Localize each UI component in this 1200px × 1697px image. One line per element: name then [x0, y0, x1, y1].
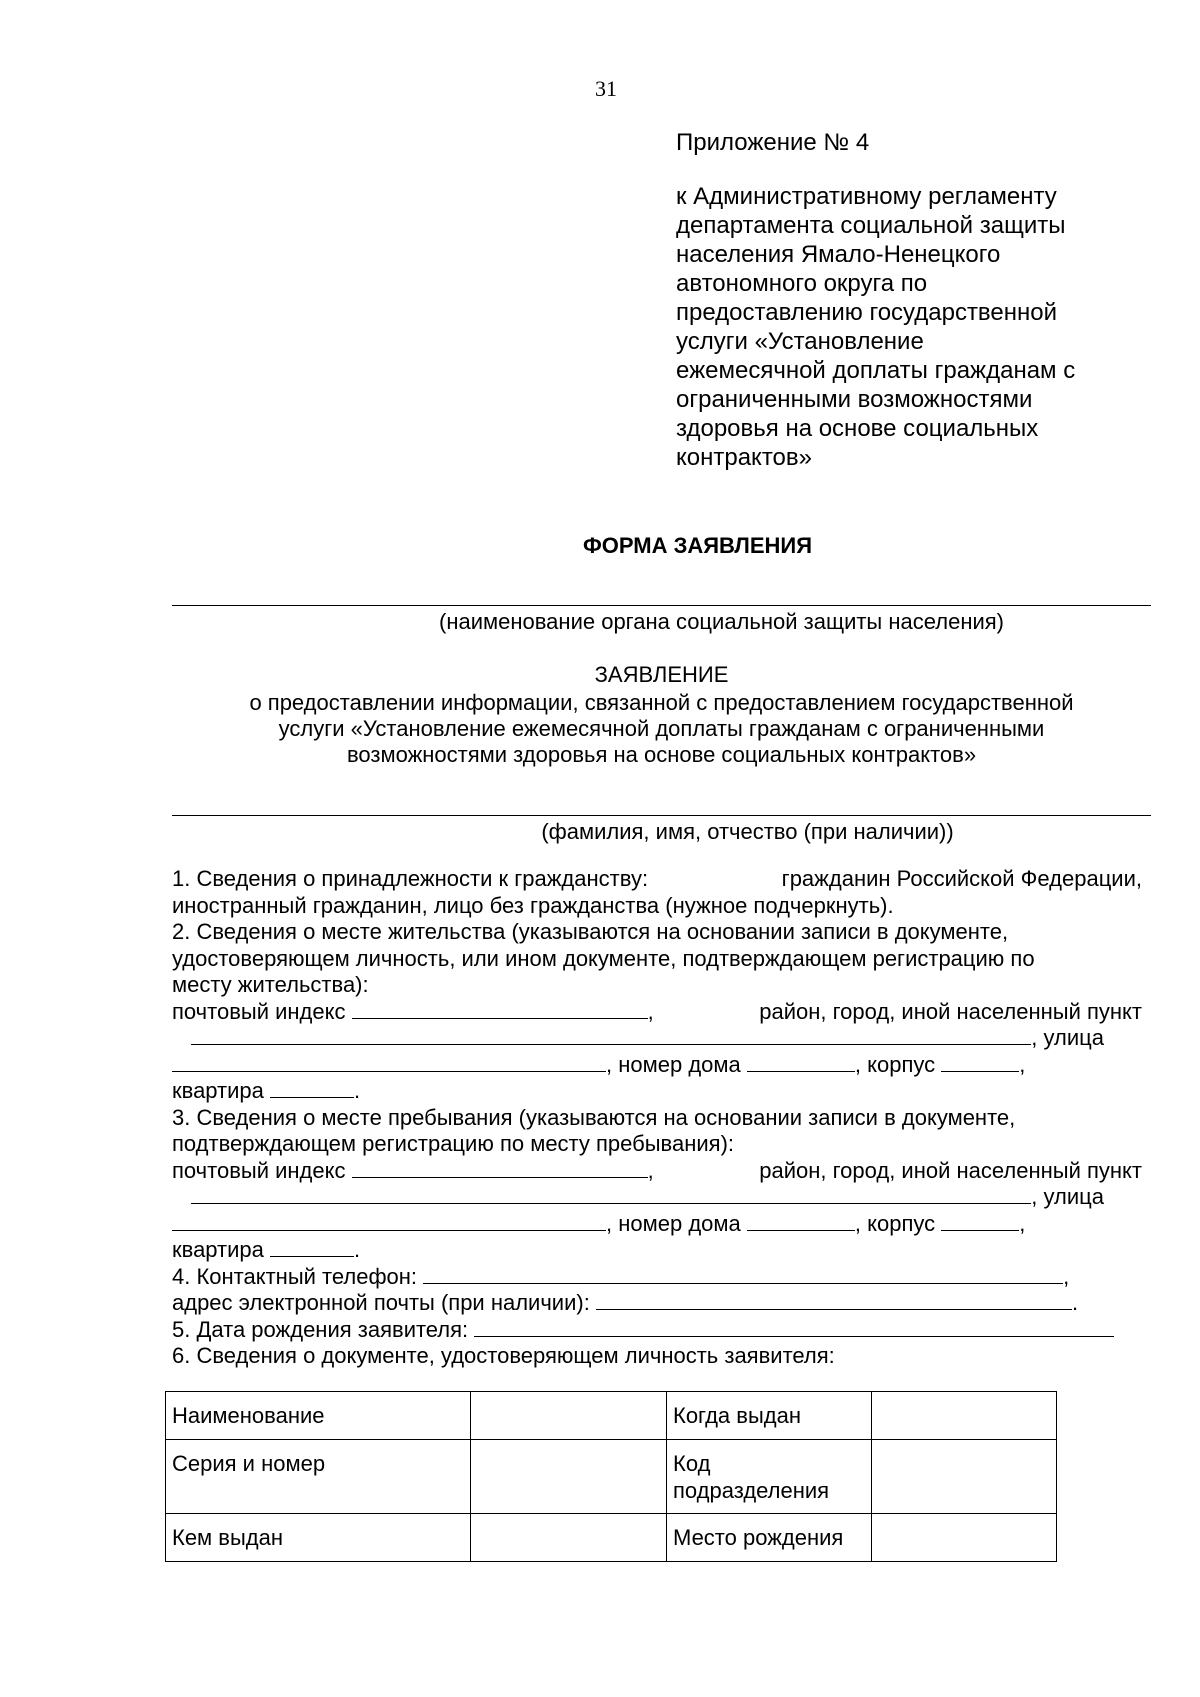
building-label: , корпус	[854, 1051, 936, 1077]
phone-row	[172, 1264, 1142, 1291]
comma: ,	[647, 1157, 654, 1183]
stay-postal-input[interactable]	[352, 1159, 648, 1178]
statement-line: услуги «Установление ежемесячной доплаты гражданам с ограниченными	[278, 716, 1045, 741]
form-body	[172, 866, 1142, 1370]
table-input-cell[interactable]	[872, 1392, 1057, 1440]
residence-postal-field	[172, 999, 654, 1026]
residence-apartment-input[interactable]	[270, 1079, 354, 1098]
appendix-word: возможностями	[857, 386, 1033, 413]
email-input[interactable]	[596, 1291, 1072, 1310]
appendix-line	[676, 414, 1126, 443]
residence-postal-input[interactable]	[352, 1000, 648, 1019]
stay-apartment-input[interactable]	[270, 1238, 354, 1257]
name-caption: (фамилия, имя, отчество (при наличии))	[541, 819, 954, 844]
street-label: , улица	[1031, 1025, 1104, 1050]
comma: ,	[1019, 1210, 1026, 1236]
birthdate-label: 5. Дата рождения заявителя:	[172, 1316, 469, 1342]
phone-label: 4. Контактный телефон:	[172, 1263, 418, 1289]
statement-line: о предоставлении информации, связанной с предоставлением государственной	[249, 690, 1074, 715]
period: .	[354, 1237, 361, 1262]
table-label-cell: Серия и номер	[166, 1440, 471, 1514]
stay-locality-input[interactable]	[191, 1185, 1031, 1204]
table-row	[166, 1440, 1057, 1514]
residence-house-input[interactable]	[747, 1053, 855, 1072]
table-row	[166, 1392, 1057, 1440]
table-label-cell: Когда выдан	[667, 1392, 872, 1440]
item-2-line: месту жительства):	[172, 972, 369, 997]
table-label-cell: Кем выдан	[166, 1514, 471, 1562]
birthdate-row	[172, 1317, 1142, 1344]
table-label-cell: Место рождения	[667, 1514, 872, 1562]
table-input-cell[interactable]	[471, 1440, 667, 1514]
appendix-title: Приложение № 4	[676, 129, 870, 156]
form-title: ФОРМА ЗАЯВЛЕНИЯ	[582, 533, 813, 558]
comma: ,	[647, 998, 654, 1024]
item-2-line: 2. Сведения о месте жительства (указываются на основании записи в документе,	[172, 919, 1009, 944]
apartment-label: квартира	[172, 1078, 264, 1103]
item-3-line: 3. Сведения о месте пребывания (указываются на основании записи в документе,	[172, 1104, 1016, 1130]
email-row	[172, 1290, 1142, 1317]
item-1-line	[172, 866, 1142, 893]
table-label-cell: Код подразделения	[667, 1440, 872, 1514]
stay-street-input[interactable]	[172, 1212, 606, 1231]
statement-title: ЗАЯВЛЕНИЕ	[594, 662, 729, 687]
table-row	[166, 1514, 1057, 1562]
stay-house-input[interactable]	[747, 1212, 855, 1231]
residence-apartment-row	[172, 1078, 1142, 1105]
residence-locality-row	[172, 1025, 1142, 1052]
appendix-line	[676, 385, 1126, 414]
stay-building-input[interactable]	[941, 1212, 1019, 1231]
appendix-line	[676, 327, 1126, 356]
appendix-body	[676, 182, 1126, 472]
page-number: 31	[595, 76, 617, 101]
applicant-name-line	[172, 815, 1151, 816]
stay-postal-field	[172, 1158, 654, 1185]
district-label: район, город, иной населенный пункт	[759, 1157, 1142, 1183]
appendix-line: предоставлению государственной	[676, 299, 1058, 326]
table-input-cell[interactable]	[872, 1440, 1057, 1514]
stay-postal-row	[172, 1158, 1142, 1185]
stay-locality-row	[172, 1184, 1142, 1211]
building-label: , корпус	[854, 1210, 936, 1236]
table-input-cell[interactable]	[872, 1514, 1057, 1562]
appendix-word: ограниченными	[676, 386, 851, 413]
statement-text	[172, 690, 1151, 768]
postal-label: почтовый индекс	[172, 998, 346, 1024]
residence-locality-input[interactable]	[191, 1026, 1031, 1045]
residence-postal-row	[172, 999, 1142, 1026]
appendix-word: социальных	[903, 415, 1039, 442]
appendix-line: департамента социальной защиты	[676, 212, 1066, 239]
house-label: , номер дома	[606, 1051, 741, 1077]
stay-apartment-row	[172, 1237, 1142, 1264]
table-label-cell: Наименование	[166, 1392, 471, 1440]
phone-input[interactable]	[423, 1265, 1063, 1284]
item-6-line: 6. Сведения о документе, удостоверяющем личность заявителя:	[172, 1343, 835, 1368]
appendix-line: ежемесячной доплаты гражданам с	[676, 357, 1076, 384]
birthdate-input[interactable]	[474, 1318, 1114, 1337]
comma: ,	[1063, 1263, 1070, 1289]
apartment-label: квартира	[172, 1237, 264, 1262]
street-label: , улица	[1031, 1184, 1104, 1209]
house-label: , номер дома	[606, 1210, 741, 1236]
table-input-cell[interactable]	[471, 1514, 667, 1562]
appendix-word: здоровья на основе	[676, 415, 897, 442]
id-document-table	[165, 1391, 1057, 1562]
postal-label: почтовый индекс	[172, 1157, 346, 1183]
stay-street-row	[172, 1211, 1142, 1238]
appendix-word: услуги	[676, 328, 748, 355]
period: .	[354, 1078, 361, 1103]
residence-building-input[interactable]	[941, 1053, 1019, 1072]
residence-street-row	[172, 1052, 1142, 1079]
org-name-line	[172, 605, 1151, 606]
appendix-word: «Установление	[754, 328, 924, 355]
appendix-line: автономного округа по	[676, 270, 928, 297]
statement-line: возможностями здоровья на основе социальных контрактов»	[346, 742, 977, 767]
email-label: адрес электронной почты (при наличии):	[172, 1290, 590, 1315]
item-1-label: 1. Сведения о принадлежности к гражданству:	[172, 866, 649, 891]
period: .	[1071, 1290, 1079, 1315]
appendix-line: к Административному регламенту	[676, 183, 1057, 210]
appendix-line: населения Ямало-Ненецкого	[676, 241, 1001, 268]
item-2-line: удостоверяющем личность, или ином документе, подтверждающем регистрацию по	[172, 945, 1035, 971]
table-input-cell[interactable]	[471, 1392, 667, 1440]
comma: ,	[1019, 1051, 1026, 1077]
residence-street-input[interactable]	[172, 1053, 606, 1072]
item-3-line: подтверждающем регистрацию по месту пребывания):	[172, 1131, 735, 1156]
appendix-line: контрактов»	[676, 444, 812, 471]
district-label: район, город, иной населенный пункт	[759, 998, 1142, 1024]
org-caption: (наименование органа социальной защиты населения)	[439, 609, 1004, 634]
item-1-options: иностранный гражданин, лицо без гражданства (нужное подчеркнуть).	[172, 892, 894, 918]
item-1-option: гражданин Российской Федерации,	[781, 866, 1142, 891]
